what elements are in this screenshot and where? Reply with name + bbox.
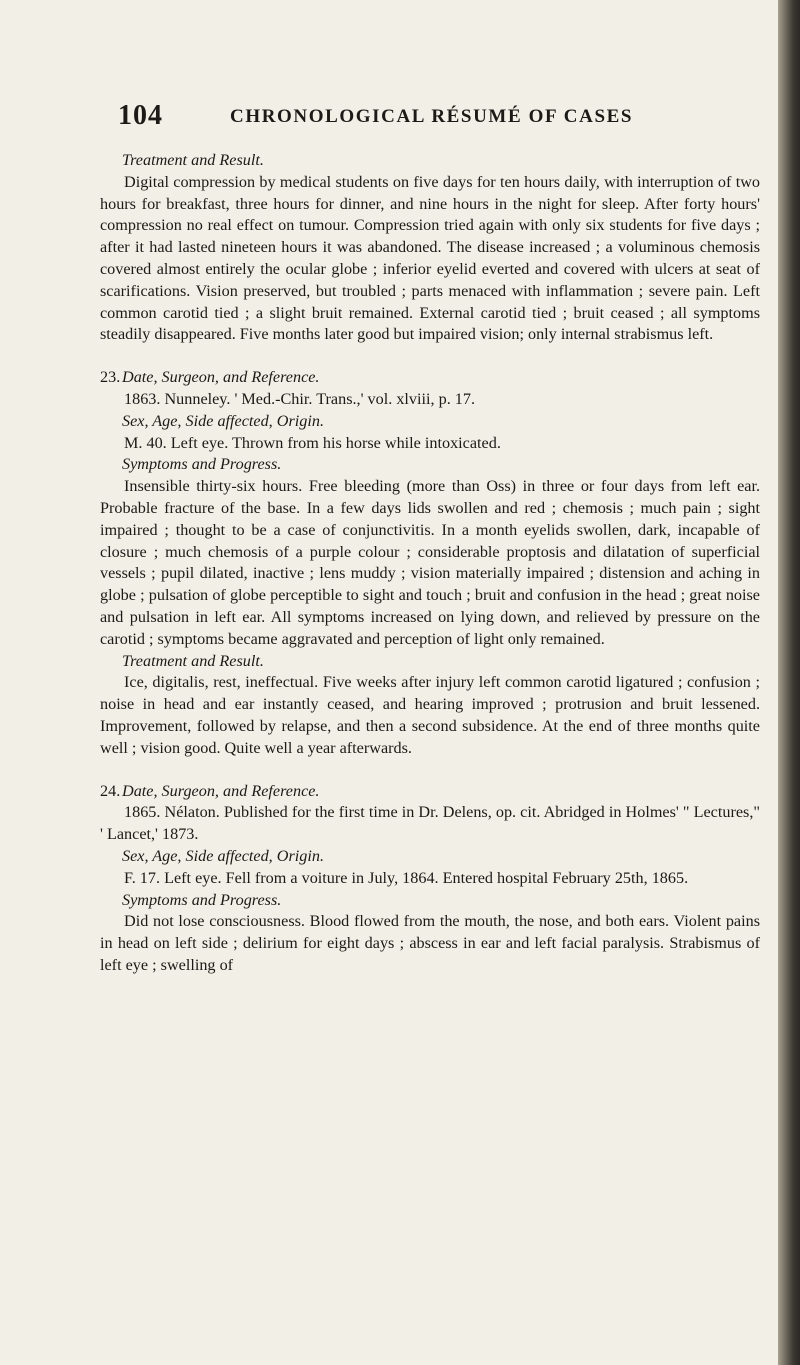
case-23-symptoms-text: Insensible thirty-six hours. Free bleeding (more than Oss) in three or four days from left ear. Probable fracture of the base. In a few days lids swollen and red ; chemosis ; much pain ; sight impaired ; thought to be a case of conjunctivitis. In a month eyelids swollen, dark, incapable of closure ; much chemosis of a purple colour ; considerable proptosis and dilatation of superficial vessels ; pupil dilated, inactive ; lens muddy ; vision materially impaired ; distension and aching in globe ; pulsation of globe perceptible to sight and touch ; bruit and confusion in the head ; great noise and pulsation in left ear. All symptoms increased on lying down, and relieved by pressure on the carotid ; symptoms became aggravated and perception of light only remained. [100, 477, 760, 648]
case-entry-24 [100, 781, 760, 977]
case-24-sex-heading: Sex, Age, Side affected, Origin. [122, 846, 324, 865]
page-header [118, 100, 758, 134]
case-24-date-heading: Date, Surgeon, and Reference. [122, 781, 320, 800]
case-23-sex-heading: Sex, Age, Side affected, Origin. [122, 411, 324, 430]
page-body [100, 150, 760, 977]
case-24-date-text: 1865. Nélaton. Published for the first time in Dr. Delens, op. cit. Abridged in Holmes' " Lectures," ' Lancet,' 1873. [100, 803, 760, 844]
case-24-number: 24. [100, 781, 121, 800]
case-23-symptoms-heading: Symptoms and Progress. [122, 455, 282, 474]
case-23-number: 23. [100, 368, 121, 387]
running-head: CHRONOLOGICAL RÉSUMÉ OF CASES [230, 106, 634, 127]
case-23-treatment-heading: Treatment and Result. [122, 651, 264, 670]
case-24-header [100, 781, 760, 803]
continuation-treatment-heading: Treatment and Result. [122, 151, 264, 169]
page-number: 104 [118, 100, 163, 131]
case-entry-23 [100, 367, 760, 759]
case-23-header [100, 367, 760, 389]
case-24-sex-text: F. 17. Left eye. Fell from a voiture in July, 1864. Entered hospital February 25th, 1865. [124, 868, 689, 887]
case-23-sex-text: M. 40. Left eye. Thrown from his horse while intoxicated. [124, 433, 501, 452]
case-23-date-text: 1863. Nunneley. ' Med.-Chir. Trans.,' vol. xlviii, p. 17. [124, 389, 476, 408]
case-23-treatment-text: Ice, digitalis, rest, ineffectual. Five weeks after injury left common carotid ligatured ; confusion ; noise in head and ear instantly ceased, and hearing improved ; protrusion and bruit lessened. Improvement, followed by relapse, and then a second subsidence. At the end of three months quite well ; vision good. Quite well a year afterwards. [100, 673, 760, 757]
case-23-date-heading: Date, Surgeon, and Reference. [122, 368, 320, 387]
case-24-symptoms-text: Did not lose consciousness. Blood flowed from the mouth, the nose, and both ears. Violent pains in head on left side ; delirium for eight days ; abscess in ear and left facial paralysis. Strabismus of left eye ; swelling of [100, 912, 760, 974]
case-24-symptoms-heading: Symptoms and Progress. [122, 890, 282, 909]
page-edge-shadow [778, 0, 800, 1365]
continuation-treatment-text: Digital compression by medical students on five days for ten hours daily, with interruption of two hours for breakfast, three hours for dinner, and nine hours in the night for sleep. After forty hours' compression no real effect on tumour. Compression tried again with only six students for five days ; after it had lasted nineteen hours it was abandoned. The disease increased ; a voluminous chemosis covered almost entirely the ocular globe ; inferior eyelid everted and covered with ulcers at seat of scarifications. Vision preserved, but troubled ; parts menaced with inflammation ; severe pain. Left common carotid tied ; a slight bruit remained. External carotid tied ; bruit ceased ; all symptoms steadily disappeared. Five months later good but impaired vision; only internal strabismus left. [100, 172, 760, 344]
